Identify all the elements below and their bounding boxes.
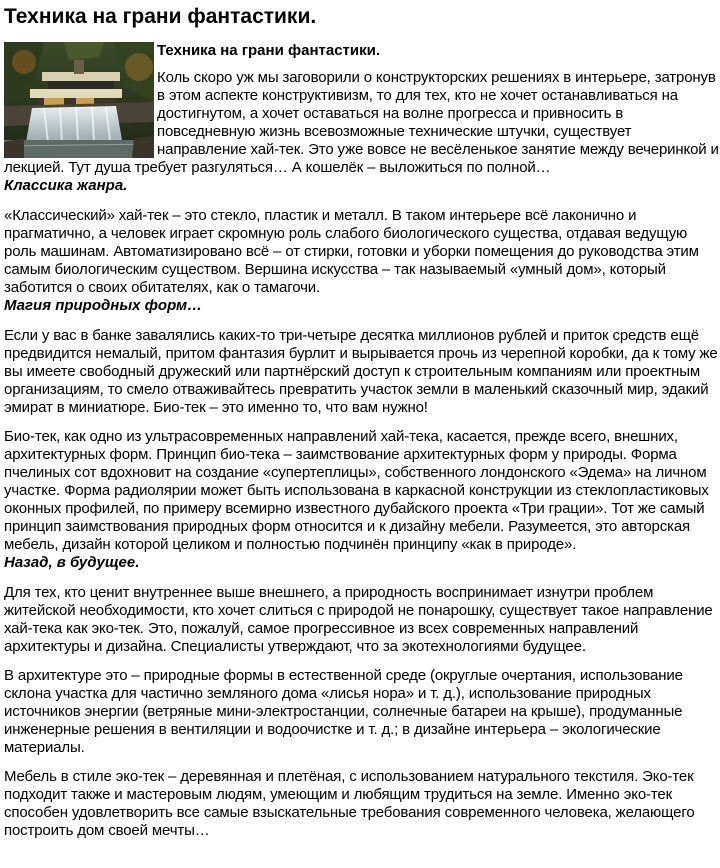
paragraph: «Классический» хай-тек – это стекло, пластик и металл. В таком интерьере всё лаконично и прагматично, а человек играет скромную роль слабого биологического существа, отдавая ведущую роль машинам. Автоматизировано всё – от стирки, готовки и уборки помещения до руководства этим самым биологическим существом. Вершина искусства – так называемый «умный дом», который заботится о своих обитателях, как о тамагочи. bbox=[4, 207, 699, 296]
section-heading-classics: Классика жанра. bbox=[4, 177, 128, 194]
section-heading-nature-forms: Магия природных форм… bbox=[4, 297, 203, 314]
section-heading-back-to-future: Назад, в будущее. bbox=[4, 554, 140, 571]
paragraph: Для тех, кто ценит внутреннее выше внешнего, а природность воспринимает изнутри проблем житейской необходимости, кто хочет слиться с природой не понарошку, существует такое направление хай-тека как эко-тек. Это, пожалуй, самое прогрессивное из всех современных направлений архитектуры и дизайна. Специалисты утверждают, что за экотехнологиями будущее. bbox=[4, 584, 713, 655]
intro-block bbox=[4, 41, 720, 177]
intro-paragraph: Коль скоро уж мы заговорили о конструкторских решениях в интерьере, затронув в этом аспекте конструктивизм, то для тех, кто не хочет останавливаться на достигнутом, а хочет оставаться на волне прогресса и привносить в повседневную жизнь всевозможные технические штучки, существует направление хай-тек. Это уже вовсе не весёленькое занятие между вечеринкой и лекцией. Тут душа требует разгуляться… А кошелёк – выложиться по полной… bbox=[4, 69, 719, 176]
intro-title: Техника на грани фантастики. bbox=[157, 42, 380, 59]
house-waterfall-image bbox=[4, 42, 154, 158]
paragraph: Био-тек, как одно из ультрасовременных направлений хай-тека, касается, прежде всего, внешних, архитектурных форм. Принцип био-тека – заимствование архитектурных форм у природы. Форма пчелиных сот вдохновит на создание «супертеплицы», собственного лондонского «Эдема» на личном участке. Форма радиолярии может быть использована в каркасной конструкции из стеклопластиковых оконных профилей, по примеру всемирно известного дубайского проекта «Три грации». Тот же самый принцип заимствования природных форм относится и к дизайну мебели. Разумеется, это авторская мебель, дизайн которой целиком и полностью подчинён принципу «как в природе». bbox=[4, 428, 709, 553]
paragraph: Если у вас в банке завалялись каких-то три-четыре десятка миллионов рублей и приток средств ещё предвидится немалый, притом фантазия бурлит и вырывается прочь из черепной коробки, да к тому же вы имеете свободный дружеский или партнёрский доступ к строительным компаниям или проектным организациям, то смело отваживайтесь превратить участок земли в маленький сказочный мир, эдакий эмират в миниатюре. Био-тек – это именно то, что вам нужно! bbox=[4, 327, 718, 416]
paragraph: Мебель в стиле эко-тек – деревянная и плетёная, с использованием натурального текстиля. Эко-тек подходит также и мастеровым людям, умеющим и любящим трудиться на земле. Именно эко-тек способен удовлетворить все самые взыскательные требования современного человека, желающего построить дом своей мечты… bbox=[4, 768, 695, 839]
page-title: Техника на грани фантастики. bbox=[4, 5, 317, 28]
house-waterfall-picture bbox=[4, 42, 154, 158]
paragraph: В архитектуре это – природные формы в естественной среде (округлые очертания, использование склона участка для частично земляного дома «лисья нора» и т. д.), использование природных источников энергии (ветряные мини-электростанции, солнечные батареи на крыше), продуманные инженерные решения в вентиляции и водоочистке и т. д.; в дизайне интерьера – экологические материалы. bbox=[4, 667, 683, 756]
